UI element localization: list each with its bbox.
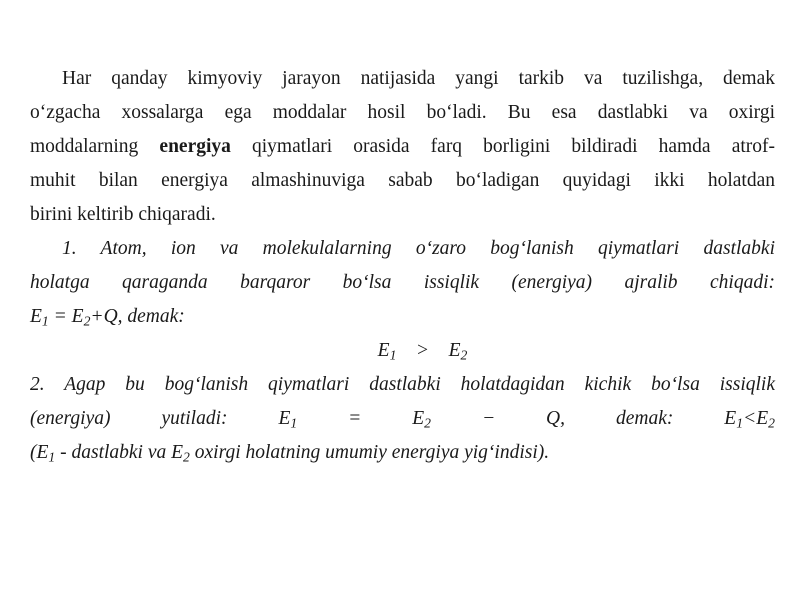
formula-symbol: E bbox=[377, 340, 390, 361]
formula-subscript: 1 bbox=[41, 313, 49, 329]
paragraph-text: qiymatlari orasida farq borligini bildiradi hamda atrof- bbox=[230, 136, 775, 157]
formula-text: - dastlabki va E bbox=[55, 442, 184, 463]
formula-operator: = bbox=[348, 408, 362, 429]
formula-text: (energiya) bbox=[30, 408, 111, 429]
item2-note bbox=[30, 436, 775, 470]
paragraph-line: muhit bilan energiya almashinuviga sabab bo‘ladigan quyidagi ikki holatdan bbox=[30, 170, 775, 191]
formula-symbol: E bbox=[724, 408, 737, 429]
item1-formula-centered bbox=[30, 334, 775, 368]
formula-subscript: 1 bbox=[736, 415, 744, 431]
paragraph-line: o‘zgacha xossalarga ega moddalar hosil bo‘ladi. Bu esa dastlabki va oxirgi bbox=[30, 102, 775, 123]
formula-comparison bbox=[724, 402, 775, 436]
formula-subscript: 2 bbox=[83, 313, 91, 329]
formula-subscript: 2 bbox=[424, 415, 431, 431]
paragraph-line: Har qanday kimyoviy jarayon natijasida yangi tarkib va tuzilishga, demak bbox=[62, 68, 775, 89]
item2-line: 2. Agap bu bog‘lanish qiymatlari dastlabki holatdagidan kichik bo‘lsa issiqlik bbox=[30, 374, 775, 395]
formula-text: +Q, demak: bbox=[90, 306, 185, 327]
formula-term bbox=[412, 402, 431, 436]
paragraph-text: moddalarning bbox=[30, 136, 160, 157]
formula-subscript: 2 bbox=[460, 347, 468, 363]
formula-symbol: E bbox=[448, 340, 461, 361]
document-page bbox=[30, 62, 775, 470]
formula-text: yutiladi: bbox=[161, 408, 228, 429]
formula-symbol: = E bbox=[48, 306, 84, 327]
formula-subscript: 1 bbox=[290, 415, 298, 431]
formula-text: demak: bbox=[615, 408, 674, 429]
formula-subscript: 2 bbox=[183, 449, 190, 465]
formula-symbol: E bbox=[278, 408, 291, 429]
formula-operator: > bbox=[415, 340, 430, 361]
formula-symbol: E bbox=[756, 408, 769, 429]
formula-term bbox=[278, 402, 297, 436]
formula-text: oxirgi holatning umumiy energiya yig‘indisi). bbox=[189, 442, 550, 463]
formula-operator: < bbox=[743, 408, 757, 429]
formula-symbol: E bbox=[30, 306, 42, 327]
item1-line: holatga qaraganda barqaror bo‘lsa issiqlik (energiya) ajralib chiqadi: bbox=[30, 272, 775, 293]
formula-subscript: 2 bbox=[768, 415, 775, 431]
item1-line: 1. Atom, ion va molekulalarning o‘zaro bog‘lanish qiymatlari dastlabki bbox=[62, 238, 775, 259]
item2-formula-row bbox=[30, 402, 775, 436]
paragraph-line bbox=[30, 130, 775, 164]
formula-symbol: Q, bbox=[546, 408, 566, 429]
formula-symbol: E bbox=[412, 408, 425, 429]
formula-operator: − bbox=[481, 408, 496, 429]
formula-subscript: 1 bbox=[48, 449, 56, 465]
paragraph-line: birini keltirib chiqaradi. bbox=[30, 204, 216, 225]
bold-term-energiya: energiya bbox=[159, 136, 231, 157]
item1-formula-inline bbox=[30, 300, 775, 334]
formula-text: (E bbox=[30, 442, 49, 463]
formula-subscript: 1 bbox=[389, 347, 397, 363]
